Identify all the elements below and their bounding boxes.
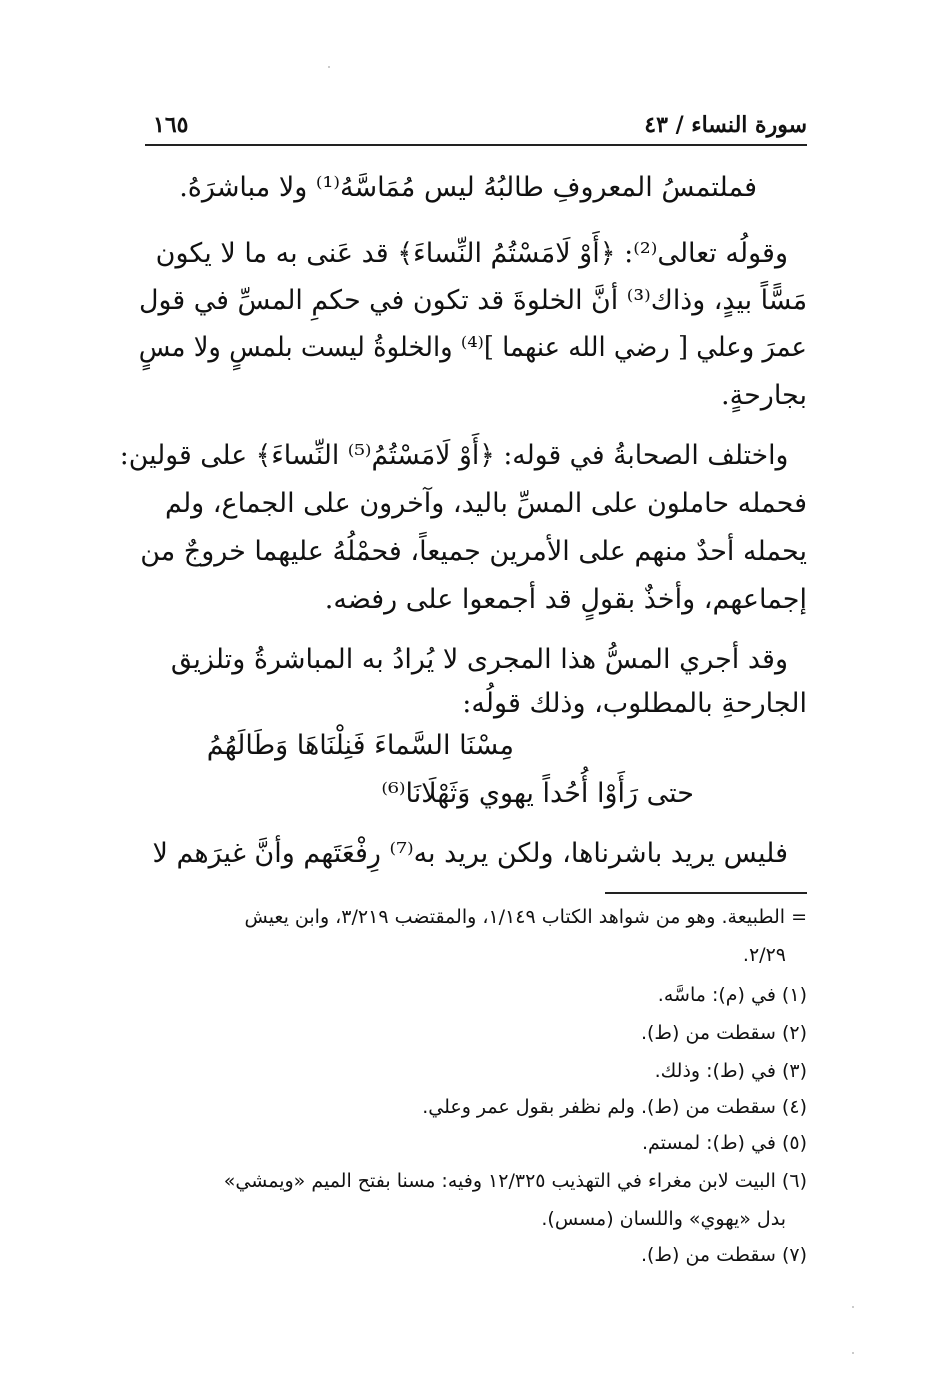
text-line: إجماعهم، وأخذٌ بقولٍ قد أجمعوا على رفضه.	[324, 584, 807, 615]
text-line: فليس يريد باشرناها، ولكن يريد به⁽⁷⁾ رِفْعَتَهم وأنَّ غيرَهم لا	[152, 838, 788, 869]
footnote-1: (١) في (م): ماسَّه.	[657, 984, 807, 1006]
poem-verse-first-half: مِسْنَا السَّماءَ فَنِلْنَاهَا وَطَالَهُمُ	[206, 730, 514, 761]
text-line: بجارحةٍ.	[721, 380, 807, 411]
text-line: الجارحةِ بالمطلوب، وذلك قولُه:	[462, 688, 807, 719]
text-line: عمرَ وعلي [ رضي الله عنهما ]⁽⁴⁾ والخلوةُ ليست بلمسٍ ولا مسٍ	[138, 332, 807, 363]
footnote-continuation: ٢/٢٩.	[742, 944, 786, 966]
footnote-rule	[605, 892, 807, 894]
footnote-4: (٤) سقطت من (ط). ولم نظفر بقول عمر وعلي.	[422, 1096, 807, 1118]
footnote-6: (٦) البيت لابن مغراء في التهذيب ١٢/٣٢٥ وفيه: مسنا بفتح الميم «ويمشي»	[223, 1170, 807, 1192]
text-line: مَسًّاً بيدٍ، وذاك⁽³⁾ أنَّ الخلوةَ قد تكون في حكمِ المسِّ في قول	[138, 285, 807, 316]
footnote-continuation: = الطبيعة. وهو من شواهد الكتاب ١/١٤٩، والمقتضب ٣/٢١٩، وابن يعيش	[244, 906, 807, 928]
text-line: واختلف الصحابةُ في قوله: ﴿أَوْ لَامَسْتُمُ⁽⁵⁾ النِّساءَ﴾ على قولين:	[119, 440, 788, 471]
text-line: وقولُه تعالى⁽²⁾: ﴿أَوْ لَامَسْتُمُ النِّساءَ﴾ قد عَنى به ما لا يكون	[155, 238, 788, 269]
footnote-5: (٥) في (ط): لمستم.	[641, 1132, 807, 1154]
footnote-3: (٣) في (ط): وذلك.	[654, 1060, 807, 1082]
scan-speck	[852, 1352, 854, 1354]
text-line: وقد أجري المسُّ هذا المجرى لا يُرادُ به المباشرةُ وتلزيق	[170, 644, 788, 675]
text-line: فحمله حاملون على المسِّ باليد، وآخرون على الجماع، ولم	[164, 488, 807, 519]
surah-title: سورة النساء / ٤٣	[644, 112, 807, 138]
poem-verse-second-half: حتى رَأَوْا أُحُداً يهوي وَثَهْلَانَا⁽⁶⁾	[381, 778, 694, 809]
scan-speck	[852, 1306, 854, 1308]
text-line: فملتمسُ المعروفِ طالبُهُ ليس مُمَاسَّهُ⁽¹⁾ ولا مباشرَهُ.	[179, 172, 757, 203]
footnote-2: (٢) سقطت من (ط).	[640, 1022, 807, 1044]
running-header	[145, 108, 807, 144]
text-line: يحمله أحدٌ منهم على الأمرين جميعاً، فحمْلُهُ عليهما خروجٌ من	[140, 536, 807, 567]
footnote-7: (٧) سقطت من (ط).	[640, 1244, 807, 1266]
footnote-6-continued: بدل «يهوي» واللسان (مسس).	[541, 1208, 786, 1230]
page-number: ١٦٥	[153, 112, 189, 138]
scan-speck	[328, 66, 330, 68]
header-rule	[145, 144, 807, 146]
